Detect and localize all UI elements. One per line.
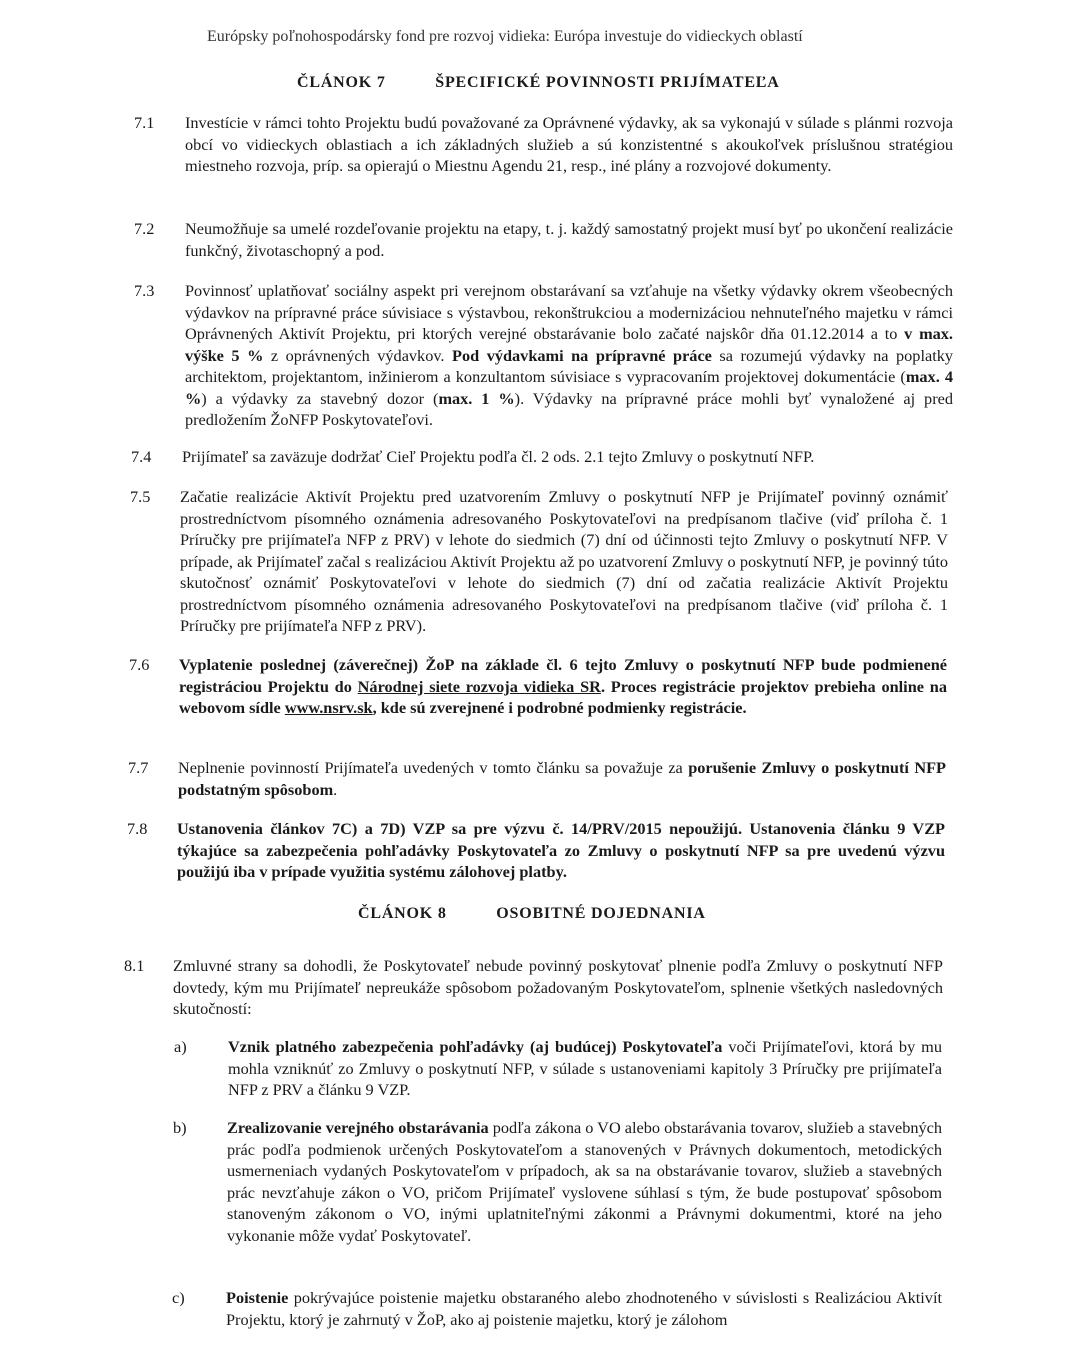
list-letter: c) bbox=[172, 1288, 185, 1307]
section-text: Prijímateľ sa zaväzuje dodržať Cieľ Projektu podľa čl. 2 ods. 2.1 tejto Zmluvy o poskytnutí NFP. bbox=[182, 447, 815, 466]
section-text: Neplnenie povinností Prijímateľa uvedených v tomto článku sa považuje za porušenie Zmluvy o poskytnutí NFP podstatným spôsobom. bbox=[178, 758, 946, 799]
section-text: Začatie realizácie Aktivít Projektu pred uzatvorením Zmluvy o poskytnutí NFP je Prijímateľ povinný oznámiť prostredníctvom písomného oznámenia adresovaného Poskytovateľovi na predpísanom tlačive (viď príloha č. 1 Príručky pre prijímateľa NFP z PRV) v lehote do siedmich (7) dní od účinnosti tejto Zmluvy o poskytnutí NFP. V prípade, ak Prijímateľ začal s realizáciou Aktivít Projektu až po uzatvorení Zmluvy o poskytnutí NFP, je povinný túto skutočnosť oznámiť Poskytovateľovi v lehote do siedmich (7) dní od začatia realizácie Aktivít Projektu prostredníctvom písomného oznámenia adresovaného Poskytovateľovi na predpísanom tlačive (viď príloha č. 1 Príručky pre prijímateľa NFP z PRV). bbox=[180, 487, 948, 635]
article-8-heading bbox=[358, 903, 706, 925]
list-letter: b) bbox=[173, 1118, 187, 1137]
section-number: 7.8 bbox=[127, 819, 148, 838]
section-number: 7.4 bbox=[131, 447, 152, 466]
list-text: Poistenie pokrývajúce poistenie majetku obstaraného alebo zhodnoteného v súvislosti s Realizáciou Aktivít Projektu, ktorý je zahrnutý v ŽoP, ako aj poistenie majetku, ktorý je zálohom bbox=[226, 1288, 942, 1329]
section-text: Zmluvné strany sa dohodli, že Poskytovateľ nebude povinný poskytovať plnenie podľa Zmluvy o poskytnutí NFP dovtedy, kým mu Prijímateľ nepreukáže spôsobom požadovaným Poskytovateľom, splnenie všetkých nasledovných skutočností: bbox=[173, 956, 943, 1018]
article-7-title: ŠPECIFICKÉ POVINNOSTI PRIJÍMATEĽA bbox=[435, 74, 780, 91]
list-text: Zrealizovanie verejného obstarávania podľa zákona o VO alebo obstarávania tovarov, služieb a stavebných prác podľa podmienok určených Poskytovateľom a stanovených v Právnych dokumentoch, metodických usmerneniach vydaných Poskytovateľom v prípadoch, ak sa na obstarávanie tovarov, služieb a stavebných prác nevzťahuje zákon o VO, pričom Prijímateľ vyslovene súhlasí s tým, že bude postupovať spôsobom stanoveným zákonom o VO, inými uplatniteľnými zákonmi a Právnymi dokumentmi, ktoré na jeho vykonanie môže vydať Poskytovateľ. bbox=[227, 1118, 942, 1245]
section-text: Investície v rámci tohto Projektu budú považované za Oprávnené výdavky, ak sa vykonajú v súlade s plánmi rozvoja obcí vo vidieckych oblastiach a ich základných služieb a sú konzistentné s akoukoľvek príslušnou stratégiou miestneho rozvoja, príp. sa opierajú o Miestnu Agendu 21, resp., iné plány a rozvojové dokumenty. bbox=[185, 113, 953, 175]
section-text: Povinnosť uplatňovať sociálny aspekt pri verejnom obstarávaní sa vzťahuje na všetky výdavky okrem všeobecných výdavkov na prípravné práce súvisiace s výstavbou, rekonštrukciou a modernizáciou nehnuteľného majetku v rámci Oprávnených Aktivít Projektu, pri ktorých verejné obstarávanie bolo začaté najskôr dňa 01.12.2014 a to v max. výške 5 % z oprávnených výdavkov. Pod výdavkami na prípravné práce sa rozumejú výdavky na poplatky architektom, projektantom, inžinierom a konzultantom súvisiace s vypracovaním projektovej dokumentácie (max. 4 %) a výdavky za stavebný dozor (max. 1 %). Výdavky na prípravné práce mohli byť vynaložené aj pred predložením ŽoNFP Poskytovateľovi. bbox=[185, 281, 953, 429]
article-7-number: ČLÁNOK 7 bbox=[297, 74, 386, 91]
section-number: 7.2 bbox=[134, 219, 155, 238]
section-number: 8.1 bbox=[124, 956, 145, 975]
section-number: 7.1 bbox=[134, 113, 155, 132]
nsrv-website-link[interactable]: www.nsrv.sk bbox=[284, 698, 373, 717]
section-text: Ustanovenia článkov 7C) a 7D) VZP sa pre výzvu č. 14/PRV/2015 nepoužijú. Ustanovenia článku 9 VZP týkajúce sa zabezpečenia pohľadávky Poskytovateľa zo Zmluvy o poskytnutí NFP sa pre uvedenú výzvu použijú iba v prípade využitia systému zálohovej platby. bbox=[177, 819, 945, 881]
section-number: 7.5 bbox=[130, 487, 151, 506]
section-number: 7.6 bbox=[129, 655, 150, 674]
article-8-title: OSOBITNÉ DOJEDNANIA bbox=[496, 905, 706, 922]
section-text: Vyplatenie poslednej (záverečnej) ŽoP na základe čl. 6 tejto Zmluvy o poskytnutí NFP bude podmienené registráciou Projektu do Národnej siete rozvoja vidieka SR. Proces registrácie projektov prebieha online na webovom sídle www.nsrv.sk, kde sú zverejnené i podrobné podmienky registrácie. bbox=[179, 655, 947, 717]
nsrv-network-link[interactable]: Národnej siete rozvoja vidieka SR bbox=[357, 676, 601, 696]
article-7-heading bbox=[297, 72, 780, 94]
article-8-number: ČLÁNOK 8 bbox=[358, 905, 447, 922]
page-header: Európsky poľnohospodársky fond pre rozvoj vidieka: Európa investuje do vidieckych oblastí bbox=[207, 28, 803, 45]
list-letter: a) bbox=[174, 1037, 187, 1056]
section-number: 7.3 bbox=[134, 281, 155, 300]
section-text: Neumožňuje sa umelé rozdeľovanie projektu na etapy, t. j. každý samostatný projekt musí byť po ukončení realizácie funkčný, životaschopný a pod. bbox=[185, 219, 953, 260]
section-number: 7.7 bbox=[128, 758, 149, 777]
list-text: Vznik platného zabezpečenia pohľadávky (aj budúcej) Poskytovateľa voči Prijímateľovi, ktorá by mu mohla vzniknúť zo Zmluvy o poskytnutí NFP, v súlade s ustanoveniami kapitoly 3 Príručky pre prijímateľa NFP z PRV a článku 9 VZP. bbox=[228, 1037, 942, 1099]
